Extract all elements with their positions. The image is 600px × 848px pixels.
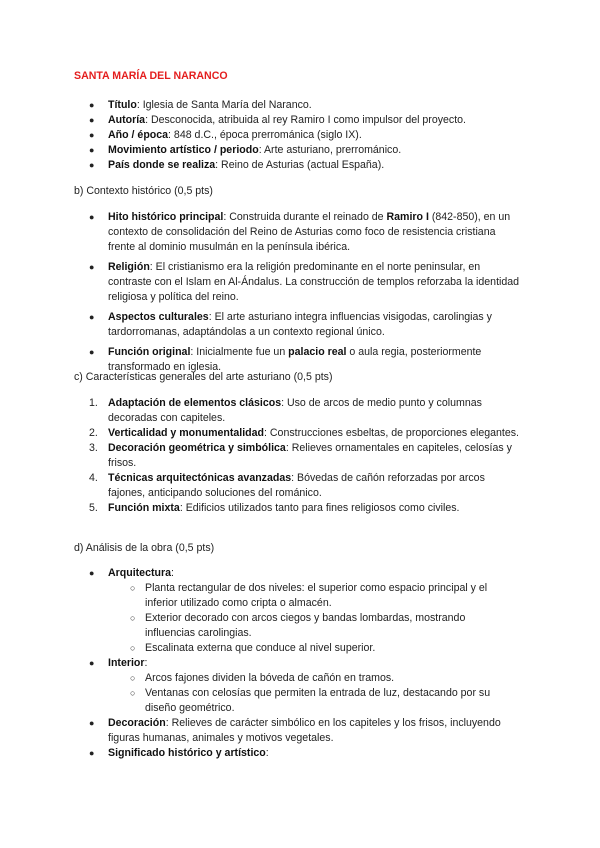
list-item (0, 310, 600, 340)
item-label: Adaptación de elementos clásicos (108, 397, 282, 409)
list-item (0, 113, 600, 128)
item-text: o aula regia, posteriormente transformado en iglesia. (108, 346, 482, 373)
bullet-icon: ● (89, 160, 95, 170)
list-item (0, 501, 600, 516)
item-text: : El arte asturiano integra influencias visigodas, carolingias y tardorromanas, adaptándolas a un contexto regional único. (108, 311, 492, 338)
circle-bullet-icon: ○ (130, 688, 136, 698)
item-text: : (170, 567, 174, 579)
bullet-icon: ● (89, 145, 95, 155)
bullet-icon: ● (89, 262, 95, 272)
list-item (0, 471, 600, 501)
list-item-significado (0, 746, 600, 761)
item-text: : Construida durante el reinado de (223, 211, 387, 223)
bullet-icon: ● (89, 748, 95, 758)
item-label: Hito histórico principal (108, 211, 224, 223)
list-item (0, 260, 600, 305)
item-label: Autoría (108, 114, 146, 126)
item-label: Función original (108, 346, 191, 358)
item-number: 5. (89, 502, 98, 514)
section-b-list (0, 210, 600, 375)
bullet-icon: ● (89, 115, 95, 125)
sub-item-text: Arcos fajones dividen la bóveda de cañón en tramos. (145, 672, 395, 684)
list-item (0, 143, 600, 158)
item-label: Significado histórico y artístico (108, 747, 266, 759)
bullet-icon: ● (89, 212, 95, 222)
sub-item (0, 671, 600, 686)
item-text: : Uso de arcos de medio punto y columnas decoradas con capiteles. (108, 397, 482, 424)
page-title: SANTA MARÍA DEL NARANCO (74, 70, 228, 82)
item-text: : Edificios utilizados tanto para fines religiosos como civiles. (179, 502, 460, 514)
item-label: Decoración (108, 717, 166, 729)
item-label: País donde se realiza (108, 159, 216, 171)
item-text: : El cristianismo era la religión predominante en el norte peninsular, en contraste con el Islam en Al-Ándalus. La construcción de templos reforzaba la identidad religiosa y política del reino. (108, 261, 520, 303)
sub-item-text: Ventanas con celosías que permiten la entrada de luz, destacando por su diseño geométrico. (145, 687, 491, 714)
bullet-icon: ● (89, 100, 95, 110)
item-label: Interior (108, 657, 145, 669)
item-label: Aspectos culturales (108, 311, 209, 323)
item-label: Función mixta (108, 502, 180, 514)
item-text: : Arte asturiano, prerrománico. (258, 144, 402, 156)
section-c-list (0, 396, 600, 516)
sub-item-text: Planta rectangular de dos niveles: el superior como espacio principal y el inferior utilizado como cripta o almacén. (145, 582, 488, 609)
item-label: Arquitectura (108, 567, 171, 579)
item-bold: Ramiro I (386, 211, 429, 223)
section-d-heading: d) Análisis de la obra (0,5 pts) (74, 542, 215, 554)
bullet-icon: ● (89, 568, 95, 578)
section-b-heading: b) Contexto histórico (0,5 pts) (74, 185, 213, 197)
circle-bullet-icon: ○ (130, 583, 136, 593)
item-text: : Relieves de carácter simbólico en los capiteles y los frisos, incluyendo figuras humanas, animales y motivos vegetales. (108, 717, 501, 744)
item-text: : (265, 747, 269, 759)
bullet-icon: ● (89, 347, 95, 357)
item-label: Religión (108, 261, 150, 273)
list-item-arquitectura (0, 566, 600, 656)
list-item-interior (0, 656, 600, 716)
list-item (0, 426, 600, 441)
item-text: : Reino de Asturias (actual España). (215, 159, 385, 171)
sub-list (0, 581, 600, 656)
item-text: (842-850), en un contexto de consolidación del Reino de Asturias como foco de resistencia cristiana frente al dominio musulmán en la península ibérica. (108, 211, 511, 253)
item-text: : Construcciones esbeltas, de proporciones elegantes. (264, 427, 520, 439)
item-text: : Desconocida, atribuida al rey Ramiro I como impulsor del proyecto. (145, 114, 466, 126)
section-a-list (0, 98, 600, 173)
item-text: : 848 d.C., época prerrománica (siglo IX). (168, 129, 362, 141)
item-text: : Bóvedas de cañón reforzadas por arcos fajones, anticipando soluciones del románico. (108, 472, 485, 499)
circle-bullet-icon: ○ (130, 643, 136, 653)
item-text: : (144, 657, 148, 669)
item-text: : Relieves ornamentales en capiteles, celosías y frisos. (108, 442, 512, 469)
bullet-icon: ● (89, 658, 95, 668)
item-label: Título (108, 99, 137, 111)
section-d-list (0, 566, 600, 761)
sub-item (0, 641, 600, 656)
item-label: Año / época (108, 129, 169, 141)
item-text: : Inicialmente fue un (190, 346, 289, 358)
item-label: Verticalidad y monumentalidad (108, 427, 265, 439)
bullet-icon: ● (89, 130, 95, 140)
list-item (0, 98, 600, 113)
sub-item (0, 686, 600, 716)
list-item (0, 158, 600, 173)
bullet-icon: ● (89, 312, 95, 322)
section-c-heading: c) Características generales del arte asturiano (0,5 pts) (74, 371, 333, 383)
circle-bullet-icon: ○ (130, 673, 136, 683)
item-label: Técnicas arquitectónicas avanzadas (108, 472, 292, 484)
list-item-decoracion (0, 716, 600, 746)
item-text: : Iglesia de Santa María del Naranco. (136, 99, 312, 111)
item-label: Movimiento artístico / periodo (108, 144, 259, 156)
list-item (0, 128, 600, 143)
list-item (0, 210, 600, 255)
bullet-icon: ● (89, 718, 95, 728)
item-label: Decoración geométrica y simbólica (108, 442, 286, 454)
sub-item-text: Escalinata externa que conduce al nivel superior. (145, 642, 376, 654)
item-number: 2. (89, 427, 98, 439)
item-bold: palacio real (288, 346, 347, 358)
sub-item-text: Exterior decorado con arcos ciegos y bandas lombardas, mostrando influencias carolingias. (145, 612, 466, 639)
sub-item (0, 581, 600, 611)
sub-item (0, 611, 600, 641)
sub-list (0, 671, 600, 716)
list-item (0, 396, 600, 426)
list-item (0, 441, 600, 471)
item-number: 3. (89, 442, 98, 454)
circle-bullet-icon: ○ (130, 613, 136, 623)
item-number: 4. (89, 472, 98, 484)
item-number: 1. (89, 397, 98, 409)
